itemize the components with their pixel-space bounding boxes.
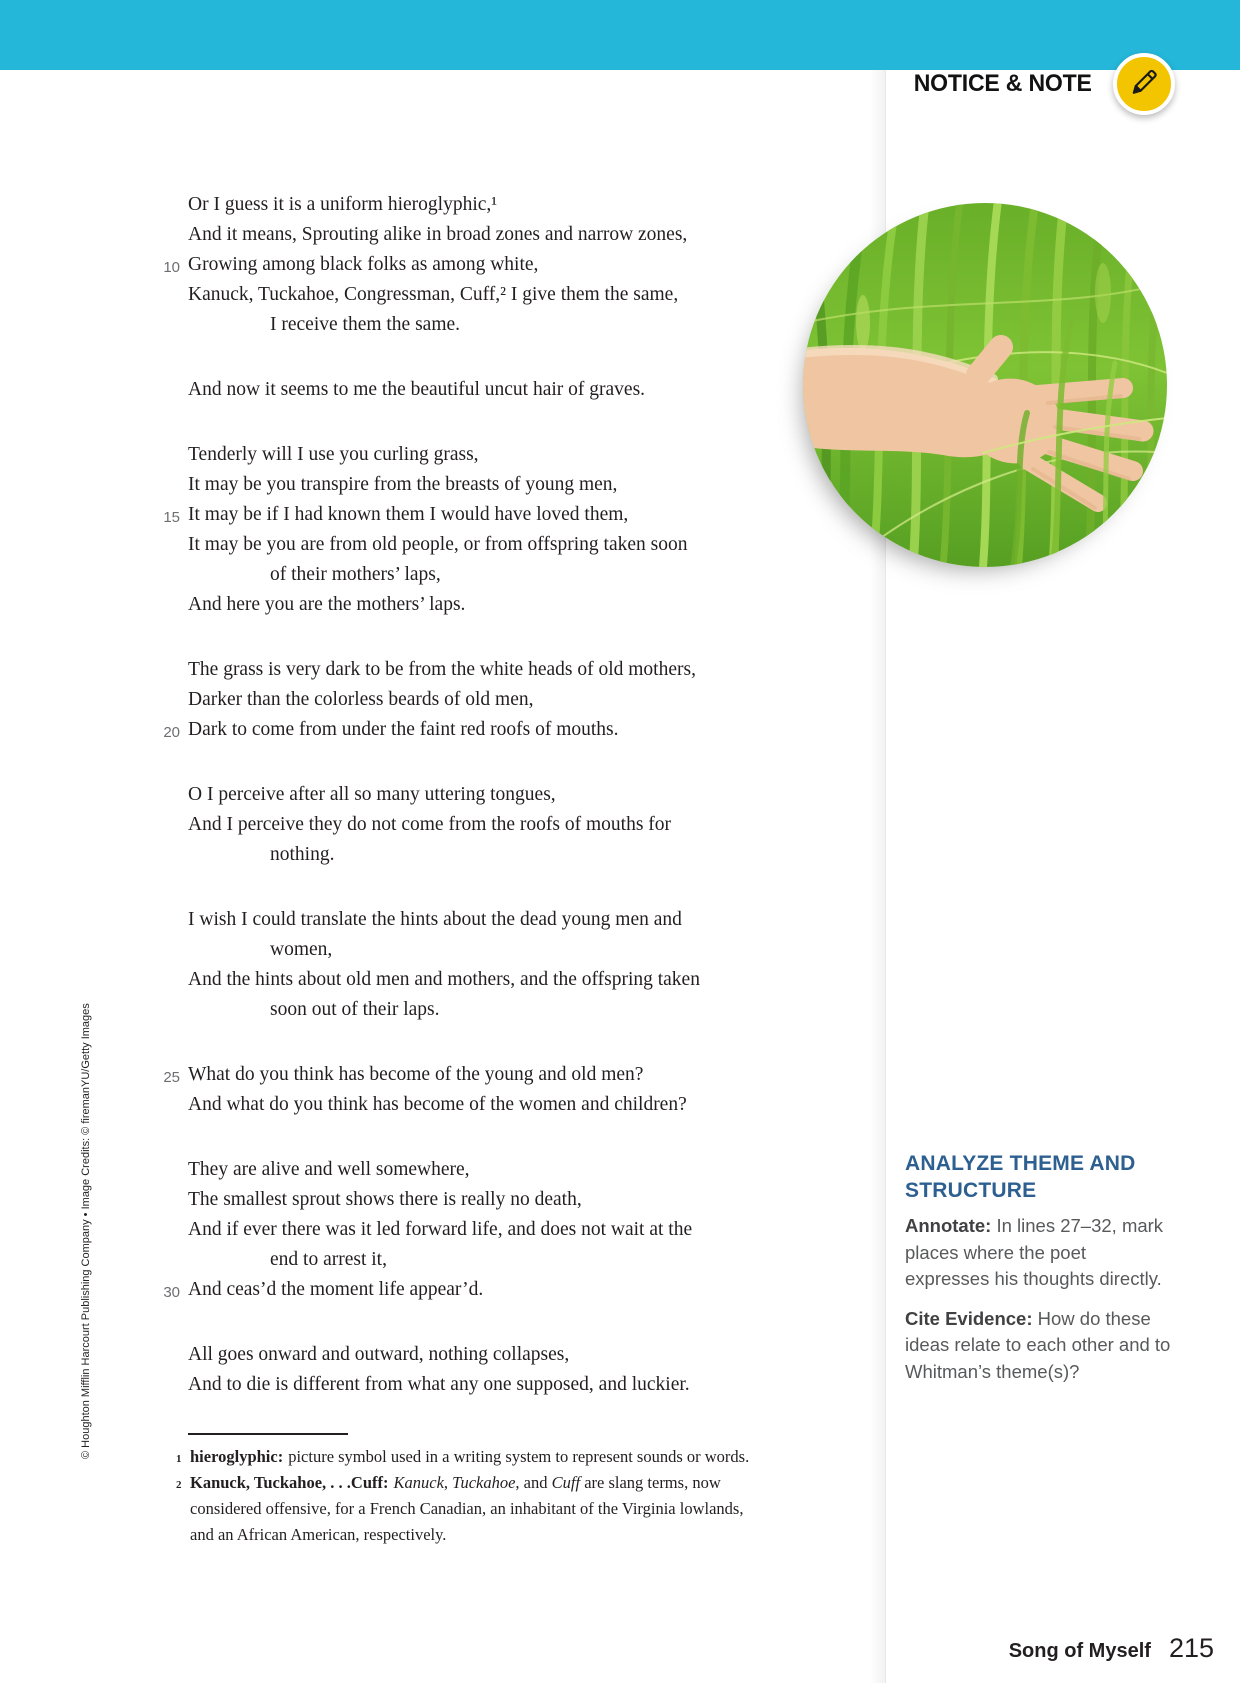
- poem-line: [188, 190, 798, 220]
- poem-line-text: The smallest sprout shows there is really no death,: [188, 1189, 582, 1210]
- poem-line: [188, 935, 798, 965]
- footnote-marker: 1: [176, 1453, 182, 1465]
- footnote: [174, 1444, 759, 1470]
- poem-line: [188, 280, 798, 310]
- stanza: [163, 440, 798, 620]
- poem-line-text: It may be you are from old people, or from offspring taken soon: [188, 534, 688, 555]
- stanza: [188, 1340, 798, 1400]
- poem-line-text: Dark to come from under the faint red roofs of mouths.: [188, 719, 619, 740]
- poem-line: [188, 1215, 798, 1245]
- poem-line: [188, 530, 733, 560]
- poem-line-text: And ceas’d the moment life appear’d.: [188, 1279, 484, 1300]
- poem-line-text: Tenderly will I use you curling grass,: [188, 444, 479, 465]
- poem-line-text: women,: [270, 939, 333, 960]
- poem-line-text: And the hints about old men and mothers, and the offspring taken: [188, 969, 700, 990]
- pencil-icon: [1127, 65, 1161, 104]
- footnote-text: Cuff: [551, 1473, 581, 1492]
- footer-selection-title: Song of Myself: [1008, 1640, 1151, 1662]
- poem-line: [188, 560, 798, 590]
- poem-line-text: nothing.: [270, 844, 335, 865]
- note-cite-evidence-paragraph: [905, 1306, 1173, 1386]
- footnote-rule: [188, 1433, 348, 1435]
- poem-line-text: What do you think has become of the young and old men?: [188, 1064, 644, 1085]
- poem-line-text: Growing among black folks as among white,: [188, 254, 539, 275]
- grass-hand-photo: [803, 203, 1167, 567]
- poem-line: [188, 1185, 798, 1215]
- poem-line-text: of their mothers’ laps,: [270, 564, 441, 585]
- line-number: 25: [163, 1069, 180, 1086]
- poem-line: [188, 965, 798, 995]
- footnote-term: hieroglyphic:: [190, 1447, 284, 1466]
- poem-line: [188, 590, 798, 620]
- poem-line-text: I wish I could translate the hints about the dead young men and: [188, 909, 682, 930]
- poem-line: [188, 1340, 798, 1370]
- poem-line: [188, 375, 798, 405]
- footnote-text: , and: [515, 1473, 552, 1492]
- note-annotate-lead: Annotate:: [905, 1215, 992, 1236]
- poem-line: [188, 1245, 798, 1275]
- note-annotate-paragraph: [905, 1213, 1173, 1293]
- poem-line-text: And I perceive they do not come from the roofs of mouths for: [188, 814, 672, 835]
- copyright-credit: © Houghton Mifflin Harcourt Publishing Company • Image Credits: © firemanYU/Getty Images: [80, 1003, 92, 1459]
- poem-line: [163, 715, 798, 745]
- poem-line: [163, 500, 798, 530]
- poem-line-text: Or I guess it is a uniform hieroglyphic,¹: [188, 194, 498, 215]
- poem-line: [188, 810, 798, 840]
- poem-line-text: And it means, Sprouting alike in broad zones and narrow zones,: [188, 224, 688, 245]
- poem-line-text: O I perceive after all so many uttering tongues,: [188, 784, 556, 805]
- line-number: 20: [163, 724, 180, 741]
- poem-line: [188, 995, 798, 1025]
- poem-line-text: The grass is very dark to be from the white heads of old mothers,: [188, 659, 696, 680]
- poem-line: [188, 440, 798, 470]
- stanza: [188, 375, 798, 405]
- footnote-term: Kanuck, Tuckahoe, . . .Cuff:: [190, 1473, 389, 1492]
- note-cite-evidence-text: How do these ideas relate to each other and to Whitman’s theme(s)?: [905, 1307, 1171, 1382]
- poem-line-text: It may be you transpire from the breasts of young men,: [188, 474, 618, 495]
- poem-line-text: And now it seems to me the beautiful uncut hair of graves.: [188, 379, 646, 400]
- stanza: [163, 190, 798, 340]
- poem-line-text: I receive them the same.: [270, 314, 461, 335]
- poem-line-text: And here you are the mothers’ laps.: [188, 594, 466, 615]
- footnote-text: are slang terms, now considered offensive, for a French Canadian, an inhabitant of the Virginia lowlands, and an African American, respectively.: [190, 1473, 744, 1544]
- poem-line: [188, 310, 798, 340]
- annotate-pencil-button[interactable]: [1113, 53, 1175, 115]
- poem-line-text: And if ever there was it led forward life, and does not wait at the: [188, 1219, 693, 1240]
- poem-line: [188, 1155, 798, 1185]
- line-number: 10: [163, 259, 180, 276]
- poem-text: [163, 190, 798, 1400]
- footnotes: [174, 1444, 759, 1548]
- poem-line: [188, 1090, 798, 1120]
- note-cite-evidence-lead: Cite Evidence:: [905, 1307, 1033, 1329]
- analyze-theme-note: [905, 1150, 1173, 1398]
- poem-line: [188, 685, 798, 715]
- poem-line-text: Kanuck, Tuckahoe, Congressman, Cuff,² I give them the same,: [188, 284, 679, 305]
- poem-line-text: end to arrest it,: [270, 1249, 387, 1270]
- poem-line: [188, 470, 798, 500]
- footnote-text: picture symbol used in a writing system to represent sounds or words.: [288, 1447, 750, 1466]
- poem-line: [188, 1370, 798, 1400]
- poem-line: [188, 905, 798, 935]
- page-footer: [1009, 1633, 1214, 1664]
- poem-line: [163, 1275, 798, 1305]
- poem-line-text: It may be if I had known them I would have loved them,: [188, 504, 629, 525]
- poem-line-text: They are alive and well somewhere,: [188, 1159, 470, 1180]
- poem-line: [188, 840, 798, 870]
- poem-line-text: And what do you think has become of the women and children?: [188, 1094, 687, 1115]
- stanza: [163, 1155, 798, 1305]
- footnote-marker: 2: [176, 1479, 182, 1491]
- notice-note-label: NOTICE & NOTE: [913, 70, 1092, 97]
- poem-line-text: soon out of their laps.: [270, 999, 440, 1020]
- stanza: [188, 780, 798, 870]
- poem-line: [188, 780, 798, 810]
- poem-line: [188, 220, 733, 250]
- poem-line-text: All goes onward and outward, nothing collapses,: [188, 1344, 570, 1365]
- note-heading: ANALYZE THEME AND STRUCTURE: [905, 1152, 1136, 1202]
- line-number: 30: [163, 1284, 180, 1301]
- note-annotate-text: In lines 27–32, mark places where the poet expresses his thoughts directly.: [905, 1215, 1164, 1289]
- footnote: [174, 1470, 759, 1548]
- footnote-text: Kanuck: [393, 1473, 444, 1492]
- stanza: [188, 905, 798, 1025]
- poem-line: [163, 250, 798, 280]
- poem-line-text: Darker than the colorless beards of old men,: [188, 689, 534, 710]
- page-number: 215: [1168, 1633, 1214, 1663]
- poem-line: [163, 1060, 798, 1090]
- poem-line-text: And to die is different from what any one supposed, and luckier.: [188, 1374, 690, 1395]
- stanza: [163, 655, 798, 745]
- poem-line: [188, 655, 798, 685]
- line-number: 15: [163, 509, 180, 526]
- footnote-text: ,: [443, 1473, 453, 1492]
- stanza: [163, 1060, 798, 1120]
- notice-note-banner: [910, 53, 1175, 115]
- footnote-text: Tuckahoe: [452, 1473, 516, 1492]
